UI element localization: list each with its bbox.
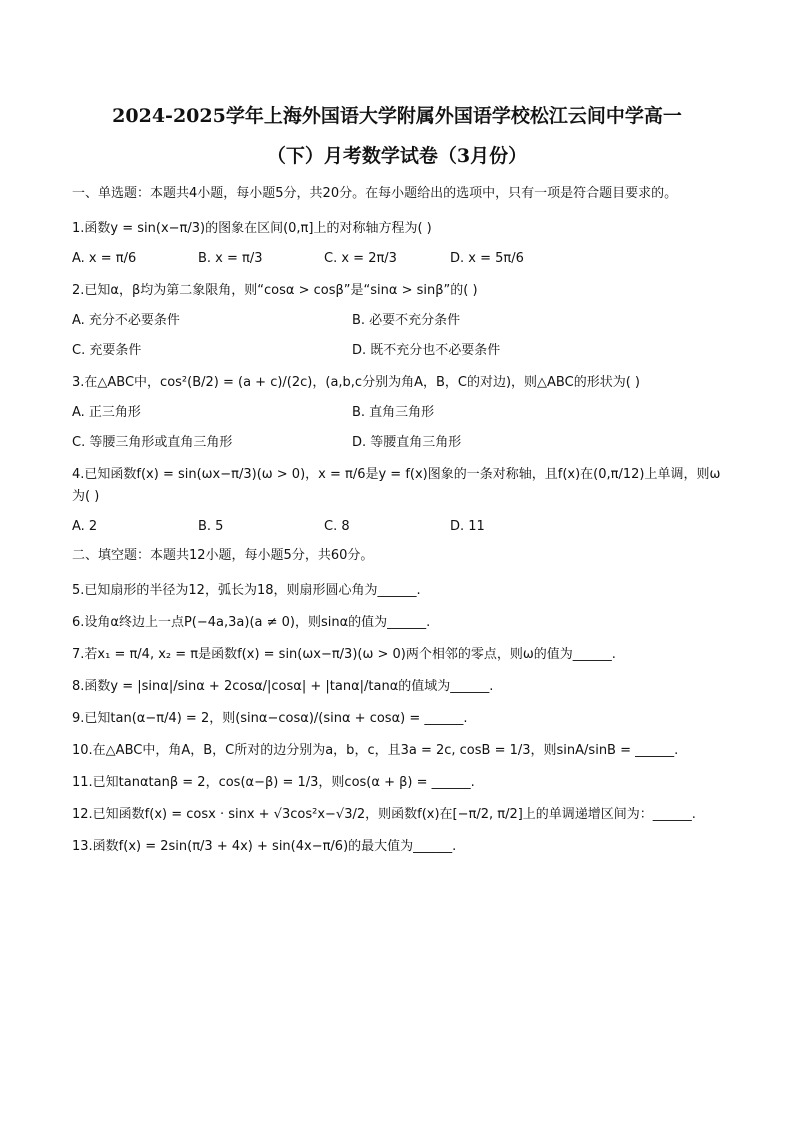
question-10: 10.在△ABC中，角A，B，C所对的边分别为a，b，c，且3a = 2c, cosB = 1/3，则sinA/sinB = ______. (72, 743, 679, 758)
option-b: B. x = π/3 (198, 251, 263, 266)
question-1: 1.函数y = sin(x−π/3)的图象在区间(0,π]上的对称轴方程为( ) (72, 221, 432, 236)
question-2-options-row-1 (72, 310, 722, 332)
section-header-fill-in: 二、填空题：本题共12小题，每小题5分，共60分。 (72, 548, 374, 563)
option-b: B. 必要不充分条件 (352, 313, 461, 328)
option-d: D. 等腰直角三角形 (352, 435, 462, 450)
question-11: 11.已知tanαtanβ = 2，cos(α−β) = 1/3，则cos(α + β) = ______. (72, 775, 475, 790)
question-3-options-row-1 (72, 402, 722, 424)
option-c: C. x = 2π/3 (324, 251, 397, 266)
title-line-1: 2024-2025学年上海外国语大学附属外国语学校松江云间中学高一 (112, 105, 682, 127)
question-5: 5.已知扇形的半径为12，弧长为18，则扇形圆心角为______. (72, 583, 421, 598)
option-d: D. x = 5π/6 (450, 251, 524, 266)
question-6: 6.设角α终边上一点P(−4a,3a)(a ≠ 0)，则sinα的值为______. (72, 615, 431, 630)
option-d: D. 既不充分也不必要条件 (352, 343, 501, 358)
section-header-single-choice: 一、单选题：本题共4小题，每小题5分，共20分。在每小题给出的选项中，只有一项是符合题目要求的。 (72, 186, 678, 201)
question-2-options-row-2 (72, 340, 722, 362)
question-2: 2.已知α，β均为第二象限角，则“cosα > cosβ”是“sinα > sinβ”的( ) (72, 283, 478, 298)
question-7: 7.若x₁ = π/4, x₂ = π是函数f(x) = sin(ωx−π/3)(ω > 0)两个相邻的零点，则ω的值为______. (72, 647, 616, 662)
question-9: 9.已知tan(α−π/4) = 2，则(sinα−cosα)/(sinα + cosα) = ______. (72, 711, 468, 726)
question-12: 12.已知函数f(x) = cosx · sinx + √3cos²x−√3/2，则函数f(x)在[−π/2, π/2]上的单调递增区间为：______. (72, 807, 696, 822)
exam-title (72, 96, 722, 176)
option-c: C. 等腰三角形或直角三角形 (72, 435, 233, 450)
option-a: A. 2 (72, 519, 98, 534)
question-13: 13.函数f(x) = 2sin(π/3 + 4x) + sin(4x−π/6)的最大值为______. (72, 839, 457, 854)
question-4: 4.已知函数f(x) = sin(ωx−π/3)(ω > 0)，x = π/6是y = f(x)图象的一条对称轴，且f(x)在(0,π/12)上单调，则ω为( ) (72, 467, 721, 504)
question-8: 8.函数y = |sinα|/sinα + 2cosα/|cosα| + |tanα|/tanα的值域为______. (72, 679, 494, 694)
option-a: A. 正三角形 (72, 405, 141, 420)
option-b: B. 直角三角形 (352, 405, 435, 420)
question-3-options-row-2 (72, 432, 722, 454)
option-c: C. 8 (324, 519, 350, 534)
question-4-options (72, 516, 722, 538)
option-d: D. 11 (450, 519, 485, 534)
option-a: A. x = π/6 (72, 251, 137, 266)
option-b: B. 5 (198, 519, 224, 534)
option-a: A. 充分不必要条件 (72, 313, 180, 328)
question-1-options (72, 248, 722, 270)
option-c: C. 充要条件 (72, 343, 142, 358)
question-3: 3.在△ABC中，cos²(B/2) = (a + c)/(2c)，(a,b,c分别为角A，B，C的对边)，则△ABC的形状为( ) (72, 375, 640, 390)
title-line-2: （下）月考数学试卷（3月份） (266, 145, 528, 167)
